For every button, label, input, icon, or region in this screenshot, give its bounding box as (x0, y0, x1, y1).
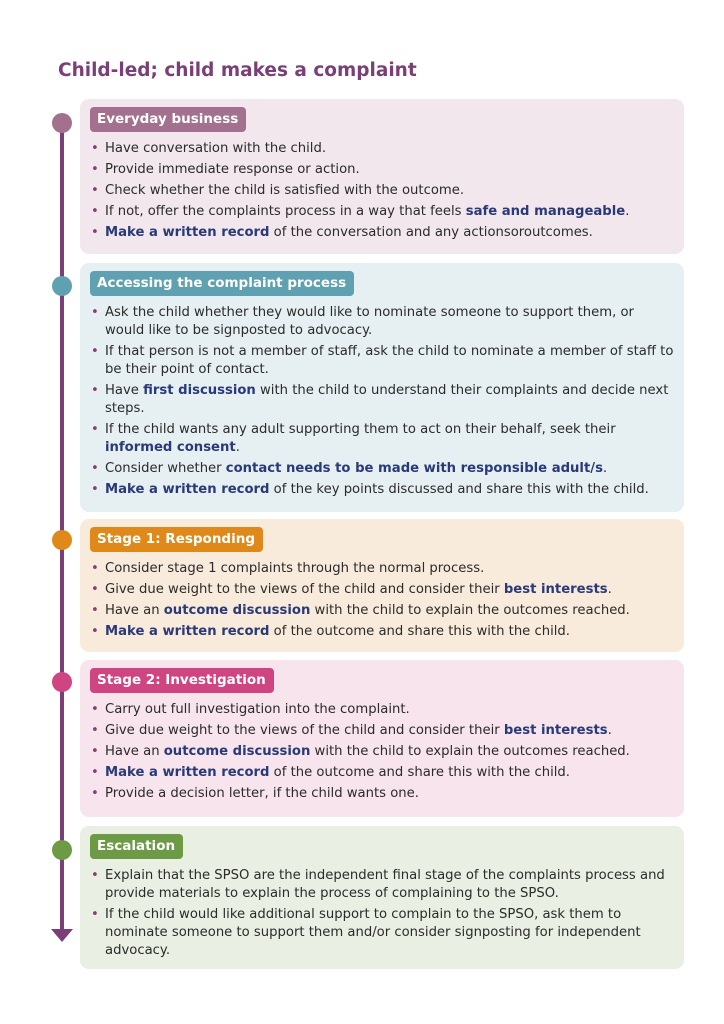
item-text: with the child to explain the outcomes reached. (310, 744, 630, 759)
timeline-dot-stage2 (52, 672, 72, 692)
item-text: Check whether the child is satisfied with the outcome. (105, 183, 465, 198)
list-item (90, 140, 676, 158)
item-text: with the child to understand their complaints and decide next steps. (105, 383, 669, 416)
item-text: . (235, 440, 240, 455)
list-item (90, 722, 676, 740)
item-text: of the outcome and share this with the child. (269, 624, 570, 639)
list-item (90, 343, 676, 379)
emphasis-text: Make a written record (105, 624, 270, 639)
section-items (90, 560, 676, 641)
section-label: Stage 1: Responding (90, 527, 263, 552)
item-text: Provide a decision letter, if the child wants one. (105, 786, 419, 801)
list-item (90, 560, 676, 578)
item-text: Provide immediate response or action. (105, 162, 360, 177)
list-item (90, 224, 676, 242)
item-text: with the child to explain the outcomes reached. (310, 603, 630, 618)
emphasis-text: first discussion (143, 383, 256, 398)
item-text: If the child wants any adult supporting them to act on their behalf, seek their (105, 422, 616, 437)
timeline-dot-stage1 (52, 530, 72, 550)
section-escalation (80, 826, 684, 969)
item-text: of the key points discussed and share this with the child. (269, 482, 649, 497)
list-item (90, 161, 676, 179)
list-item (90, 382, 676, 418)
emphasis-text: outcome discussion (163, 603, 311, 618)
page-title: Child-led; child makes a complaint (58, 60, 417, 81)
item-text: Have an (105, 744, 164, 759)
section-items (90, 304, 676, 499)
section-stage2-investigation (80, 660, 684, 817)
timeline-dot-accessing (52, 276, 72, 296)
item-text: Have (105, 383, 144, 398)
emphasis-text: best interests (503, 723, 608, 738)
item-text: If that person is not a member of staff, ask the child to nominate a member of staff to be their point of contact. (105, 344, 674, 377)
list-item (90, 602, 676, 620)
item-text: If the child would like additional support to complain to the SPSO, ask them to nominate someone to support them and/or consider signposting for independent advocacy. (105, 907, 641, 958)
section-everyday-business (80, 99, 684, 254)
section-label: Everyday business (90, 107, 246, 132)
list-item (90, 421, 676, 457)
item-text: of the outcome and share this with the child. (269, 765, 570, 780)
item-text: Consider stage 1 complaints through the normal process. (105, 561, 485, 576)
item-text: Give due weight to the views of the child and consider their (105, 582, 504, 597)
section-items (90, 701, 676, 803)
item-text: Give due weight to the views of the child and consider their (105, 723, 504, 738)
section-accessing-complaint-process (80, 263, 684, 512)
section-stage1-responding (80, 519, 684, 652)
section-label: Escalation (90, 834, 183, 859)
list-item (90, 304, 676, 340)
item-text: Have conversation with the child. (105, 141, 327, 156)
item-text: If not, offer the complaints process in a way that feels (105, 204, 466, 219)
item-text: Carry out full investigation into the complaint. (105, 702, 410, 717)
item-text: . (607, 582, 612, 597)
emphasis-text: Make a written record (105, 765, 270, 780)
list-item (90, 743, 676, 761)
list-item (90, 701, 676, 719)
timeline-dot-escalation (52, 840, 72, 860)
item-text: . (607, 723, 612, 738)
list-item (90, 623, 676, 641)
list-item (90, 460, 676, 478)
item-text: Have an (105, 603, 164, 618)
item-text: . (602, 461, 608, 476)
item-text: of the conversation and any actionsoroutcomes. (269, 225, 593, 240)
item-text: . (625, 204, 630, 219)
timeline-line (60, 122, 64, 930)
timeline-arrow-icon (51, 929, 73, 942)
list-item (90, 867, 676, 903)
list-item (90, 764, 676, 782)
section-label: Accessing the complaint process (90, 271, 354, 296)
list-item (90, 906, 676, 960)
item-text: Explain that the SPSO are the independent final stage of the complaints process and provide materials to explain the process of complaining to the SPSO. (105, 868, 665, 901)
emphasis-text: Make a written record (105, 225, 270, 240)
emphasis-text: outcome discussion (163, 744, 311, 759)
list-item (90, 481, 676, 499)
list-item (90, 785, 676, 803)
section-label: Stage 2: Investigation (90, 668, 274, 693)
timeline-dot-everyday (52, 113, 72, 133)
emphasis-text: informed consent (105, 440, 236, 455)
emphasis-text: contact needs to be made with responsible adult/s (225, 461, 603, 476)
list-item (90, 182, 676, 200)
emphasis-text: safe and manageable (465, 204, 626, 219)
section-items (90, 867, 676, 960)
list-item (90, 203, 676, 221)
section-items (90, 140, 676, 242)
emphasis-text: Make a written record (105, 482, 270, 497)
item-text: Ask the child whether they would like to nominate someone to support them, or would like to be signposted to advocacy. (105, 305, 634, 338)
item-text: Consider whether (105, 461, 226, 476)
emphasis-text: best interests (503, 582, 608, 597)
list-item (90, 581, 676, 599)
